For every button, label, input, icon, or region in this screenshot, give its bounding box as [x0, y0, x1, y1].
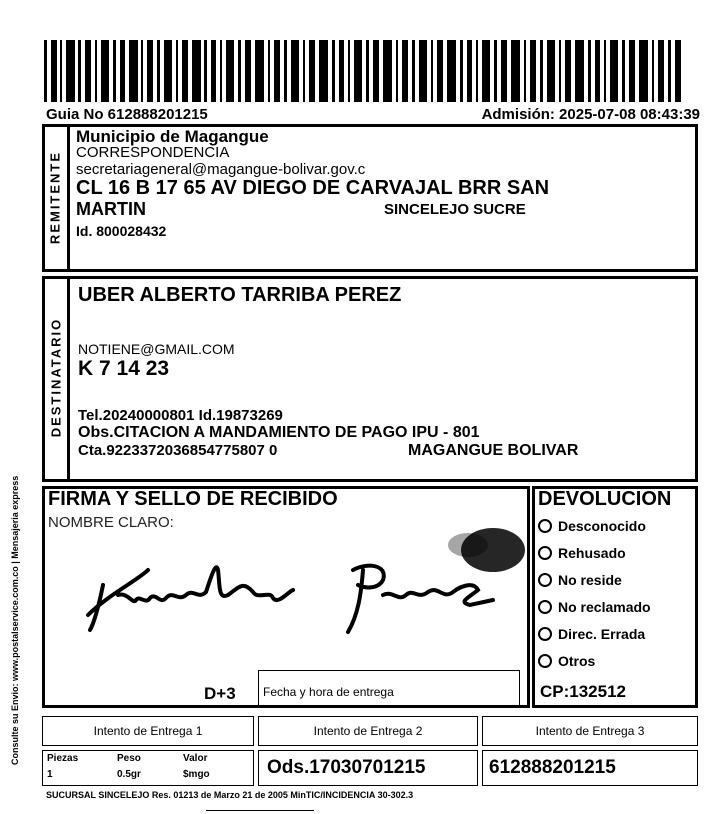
peso-value: 0.5gr — [117, 769, 141, 780]
intento-3-label: Intento de Entrega 3 — [535, 724, 645, 738]
option-no-reclamado[interactable] — [538, 593, 651, 620]
fecha-hora-box[interactable] — [258, 670, 520, 706]
intento-2[interactable] — [258, 716, 478, 746]
legal-text: SUCURSAL SINCELEJO Res. 01213 de Marzo 21 de 2005 MinTIC/INCIDENCIA 30-302.3 — [46, 790, 414, 800]
cp-code: CP:132512 — [540, 682, 627, 701]
option-label: Direc. Errada — [558, 625, 646, 642]
piezas-label: Piezas — [47, 753, 79, 764]
intento-2-label: Intento de Entrega 2 — [313, 724, 423, 738]
destinatario-label: DESTINATARIO — [48, 317, 64, 438]
remitente-id: Id. 800028432 — [76, 223, 167, 239]
radio-circle-icon — [538, 600, 552, 614]
option-desconocido[interactable] — [538, 512, 651, 539]
option-rehusado[interactable] — [538, 539, 651, 566]
remitente-city: SINCELEJO SUCRE — [384, 201, 526, 218]
option-label: Otros — [558, 652, 596, 669]
valor-label: Valor — [183, 753, 208, 764]
bottom-rule — [206, 810, 314, 811]
devolucion-title: DEVOLUCION — [538, 488, 672, 510]
d3-label: D+3 — [204, 684, 236, 703]
radio-circle-icon — [538, 654, 552, 668]
guide-number-box — [482, 750, 698, 786]
destinatario-cta: Cta.9223372036854775807 0 — [78, 442, 278, 459]
option-label: No reclamado — [558, 598, 651, 615]
radio-circle-icon — [538, 573, 552, 587]
nombre-claro-label: NOMBRE CLARO: — [48, 514, 174, 531]
guide-number: 612888201215 — [489, 757, 616, 778]
remitente-dept: CORRESPONDENCIA — [76, 144, 230, 161]
side-consult-text: Consulte su Envio: www.postalservice.com.co | Mensajeria express — [10, 475, 20, 765]
radio-circle-icon — [538, 546, 552, 560]
option-no-reside[interactable] — [538, 566, 651, 593]
destinatario-email: NOTIENE@GMAIL.COM — [78, 341, 235, 357]
ods-box — [258, 750, 478, 786]
destinatario-tel: Tel.20240000801 Id.19873269 — [78, 407, 283, 424]
option-label: No reside — [558, 571, 622, 588]
firma-title: FIRMA Y SELLO DE RECIBIDO — [48, 488, 338, 510]
intento-1-label: Intento de Entrega 1 — [93, 724, 203, 738]
destinatario-city: MAGANGUE BOLIVAR — [408, 442, 579, 459]
remitente-email: secretariageneral@magangue-bolivar.gov.c — [76, 161, 366, 178]
remitente-content — [76, 128, 686, 243]
option-label: Desconocido — [558, 517, 646, 534]
destinatario-address: K 7 14 23 — [78, 357, 170, 380]
option-otros[interactable] — [538, 647, 651, 674]
footer-details — [42, 750, 254, 786]
option-direc-errada[interactable] — [538, 620, 651, 647]
admission-date: Admisión: 2025-07-08 08:43:39 — [481, 106, 700, 123]
guia-number: Guia No 612888201215 — [46, 106, 208, 123]
devolucion-options — [538, 512, 651, 674]
ods-number: Ods.17030701215 — [267, 757, 426, 778]
radio-circle-icon — [538, 627, 552, 641]
barcode — [44, 40, 684, 102]
remitente-label: REMITENTE — [47, 150, 63, 245]
destinatario-obs: Obs.CITACION A MANDAMIENTO DE PAGO IPU - 801 — [78, 424, 480, 441]
remitente-name: Municipio de Magangue — [76, 127, 269, 146]
destinatario-content — [78, 284, 688, 464]
remitente-address-1: CL 16 B 17 65 AV DIEGO DE CARVAJAL BRR SAN — [76, 177, 550, 199]
valor-value: $mgo — [183, 769, 210, 780]
radio-circle-icon — [538, 519, 552, 533]
firma-signature-text — [90, 560, 97, 561]
intento-1[interactable] — [42, 716, 254, 746]
remitente-address-2: MARTIN — [76, 199, 146, 219]
peso-label: Peso — [117, 753, 141, 764]
piezas-value: 1 — [47, 769, 53, 780]
option-label: Rehusado — [558, 544, 626, 561]
fecha-hora-label: Fecha y hora de entrega — [263, 685, 394, 699]
signature-image — [78, 540, 508, 640]
intento-3[interactable] — [482, 716, 698, 746]
destinatario-name: UBER ALBERTO TARRIBA PEREZ — [78, 284, 402, 306]
